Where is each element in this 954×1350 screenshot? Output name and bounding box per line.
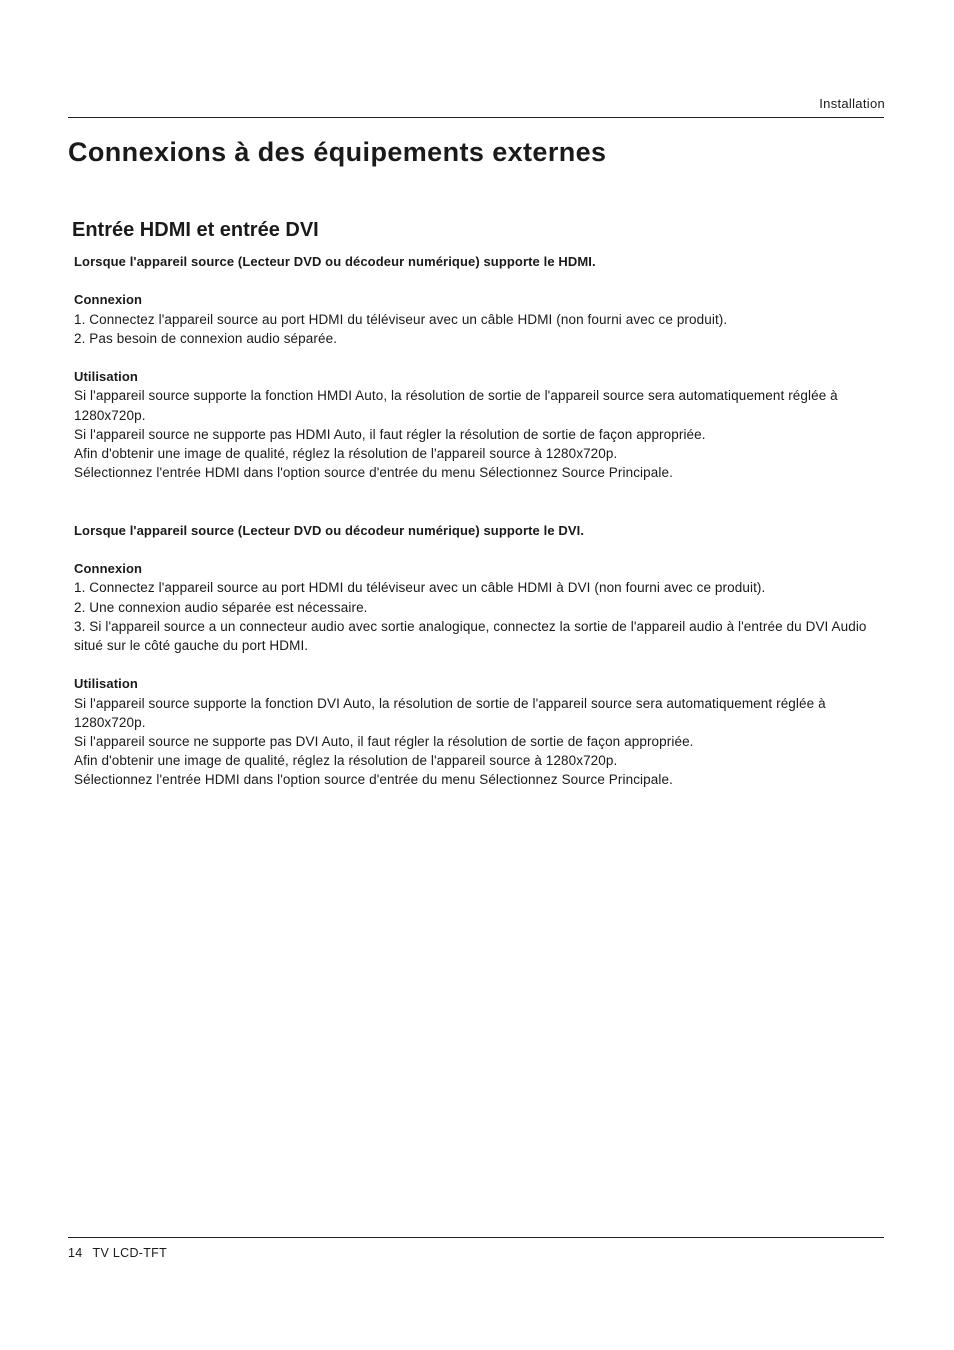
header-divider	[68, 117, 884, 118]
dvi-connexion-line: 3. Si l'appareil source a un connecteur audio avec sortie analogique, connectez la sortie de l'appareil audio à l'entrée du DVI Audio situé sur le côté gauche du port HDMI.	[74, 618, 867, 653]
hdmi-utilisation-line: Si l'appareil source ne supporte pas HDMI Auto, il faut régler la résolution de sortie de façon appropriée.	[74, 426, 706, 442]
hdmi-utilisation-line: Sélectionnez l'entrée HDMI dans l'option source d'entrée du menu Sélectionnez Source Principale.	[74, 465, 673, 481]
hdmi-utilisation-line: Si l'appareil source supporte la fonction HMDI Auto, la résolution de sortie de l'appareil source sera automatiquement réglée à 1280x720p.	[74, 388, 838, 423]
dvi-utilisation-title: Utilisation	[74, 676, 138, 692]
footer	[68, 1246, 167, 1260]
footer-divider	[68, 1237, 884, 1238]
hdmi-intro: Lorsque l'appareil source (Lecteur DVD ou décodeur numérique) supporte le HDMI.	[74, 254, 596, 269]
header-section-label: Installation	[819, 96, 885, 111]
hdmi-connexion-line: 2. Pas besoin de connexion audio séparée.	[74, 330, 338, 346]
dvi-utilisation-line: Afin d'obtenir une image de qualité, réglez la résolution de l'appareil source à 1280x720p.	[74, 753, 618, 769]
dvi-utilisation-line: Si l'appareil source supporte la fonction DVI Auto, la résolution de sortie de l'appareil source sera automatiquement réglée à 1280x720p.	[74, 695, 826, 730]
hdmi-utilisation-title: Utilisation	[74, 369, 138, 385]
product-name: TV LCD-TFT	[92, 1246, 168, 1260]
dvi-connexion-title: Connexion	[74, 561, 143, 577]
hdmi-connexion-title: Connexion	[74, 292, 143, 308]
section-heading: Entrée HDMI et entrée DVI	[72, 219, 319, 241]
dvi-utilisation-line: Sélectionnez l'entrée HDMI dans l'option source d'entrée du menu Sélectionnez Source Principale.	[74, 772, 673, 788]
page-number: 14	[68, 1246, 83, 1260]
hdmi-utilisation-line: Afin d'obtenir une image de qualité, réglez la résolution de l'appareil source à 1280x720p.	[74, 446, 618, 461]
hdmi-connexion-line: 1. Connectez l'appareil source au port HDMI du téléviseur avec un câble HDMI (non fourni avec ce produit).	[74, 311, 728, 327]
page-title: Connexions à des équipements externes	[68, 137, 607, 167]
dvi-connexion-line: 1. Connectez l'appareil source au port HDMI du téléviseur avec un câble HDMI à DVI (non fourni avec ce produit).	[74, 580, 766, 596]
document-body	[74, 252, 890, 790]
dvi-connexion-line: 2. Une connexion audio séparée est nécessaire.	[74, 599, 368, 615]
dvi-intro: Lorsque l'appareil source (Lecteur DVD ou décodeur numérique) supporte le DVI.	[74, 522, 585, 538]
dvi-utilisation-line: Si l'appareil source ne supporte pas DVI Auto, il faut régler la résolution de sortie de façon appropriée.	[74, 734, 694, 749]
